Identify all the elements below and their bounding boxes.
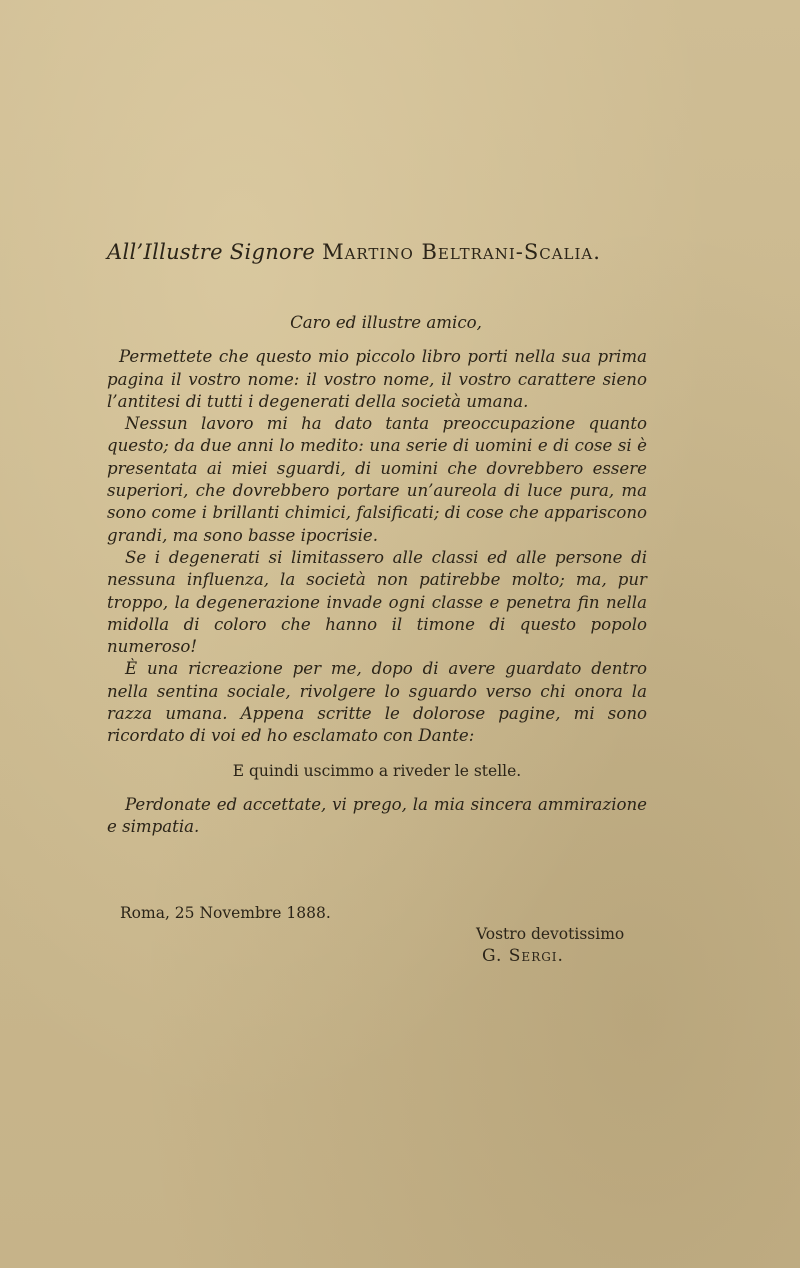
- dante-quote: E quindi uscimmo a riveder le stelle.: [232, 761, 522, 780]
- salutation: Caro ed illustre amico,: [290, 313, 482, 332]
- signoff: Vostro devotissimo: [476, 925, 625, 943]
- paragraph: Permettete che questo mio piccolo libro porti nella sua prima pagina il vostro nome: il vostro nome, il vostro carattere sieno l’antitesi di tutti i degenerati della società umana.: [107, 347, 647, 411]
- letter-body: [107, 312, 647, 839]
- paragraph: Nessun lavoro mi ha dato tanta preoccupazione quanto questo; da due anni lo medito: una serie di uomini e di cose si è presentata ai miei sguardi, di uomini che dovrebbero essere superiori, che dovrebbero portare un’aureola di luce pura, ma sono come i brillanti chimici, falsificati; di cose che appariscono grandi, ma sono basse ipocrisie.: [107, 414, 647, 545]
- place-date: Roma, 25 Novembre 1888.: [120, 904, 331, 922]
- paragraph: È una ricreazione per me, dopo di avere guardato dentro nella sentina sociale, rivolgere lo sguardo verso chi onora la razza umana. Appena scritte le dolorose pagine, mi sono ricordato di voi ed ho esclamato con Dante:: [107, 659, 647, 746]
- signature: G. Sergi.: [482, 946, 564, 966]
- dedication-line: [107, 240, 601, 264]
- dedication-name: Martino Beltrani-Scalia.: [322, 240, 601, 264]
- dedication-prefix: All’Illustre Signore: [107, 240, 316, 264]
- closing-paragraph: Perdonate ed accettate, vi prego, la mia sincera ammirazione e simpatia.: [107, 794, 647, 837]
- paragraph: Se i degenerati si limitassero alle classi ed alle persone di nessuna influenza, la società non patirebbe molto; ma, pur troppo, la degenerazione invade ogni classe e penetra fin nella midolla di coloro che hanno il timone di questo popolo numeroso!: [107, 547, 647, 657]
